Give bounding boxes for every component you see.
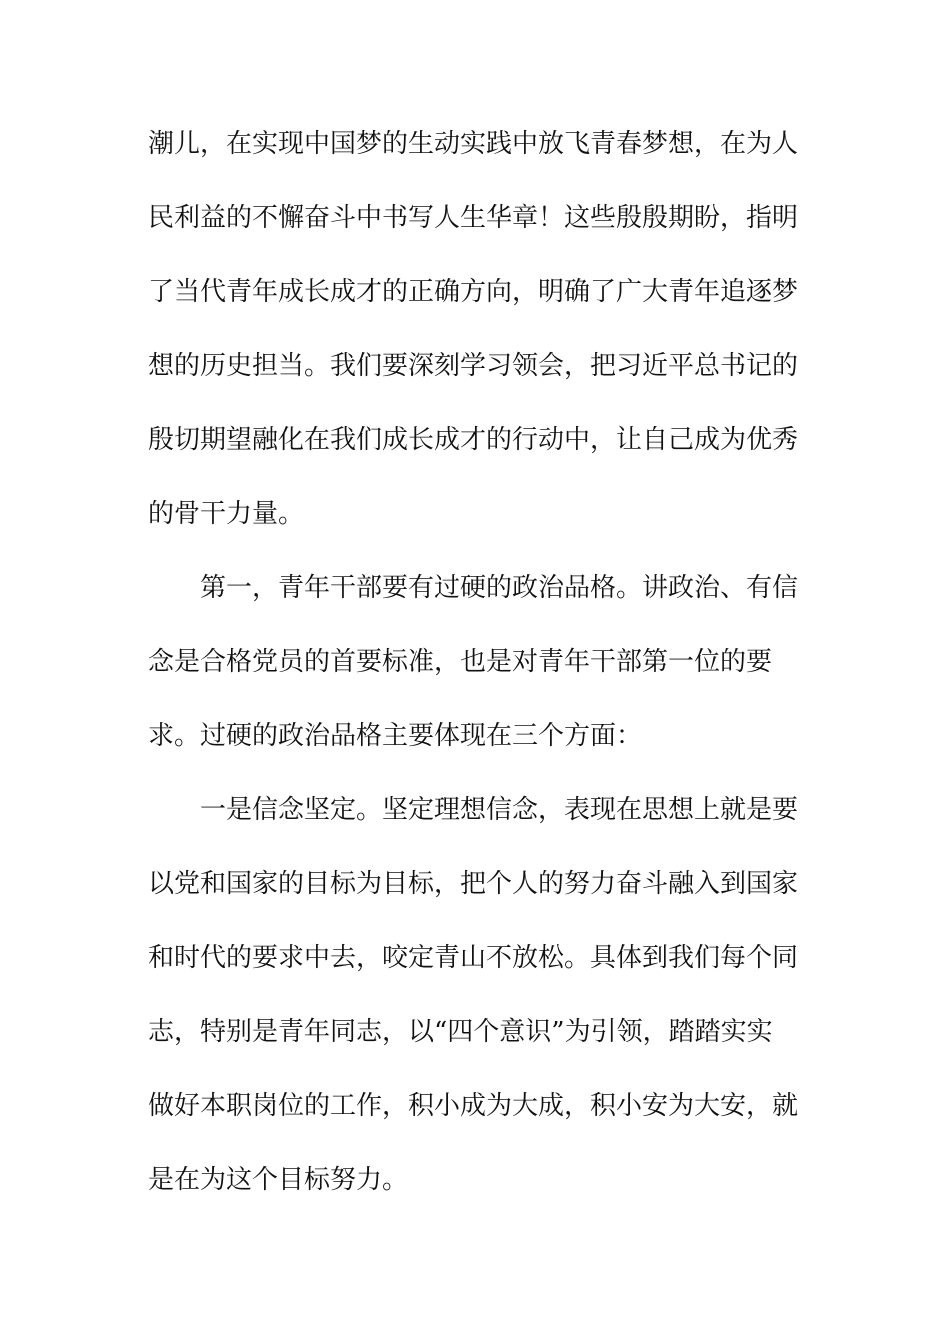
- text-line: 民利益的不懈奋斗中书写人生华章！这些殷殷期盼，指明: [148, 203, 799, 233]
- paragraph-first-line: 一是信念坚定。坚定理想信念，表现在思想上就是要: [200, 795, 799, 825]
- text-line: 和时代的要求中去，咬定青山不放松。具体到我们每个同: [148, 943, 799, 973]
- text-line: 志，特别是青年同志，以“四个意识”为引领，踏踏实实: [148, 1017, 773, 1047]
- text-line: 求。过硬的政治品格主要体现在三个方面：: [148, 721, 643, 751]
- text-line: 以党和国家的目标为目标，把个人的努力奋斗融入到国家: [148, 869, 799, 899]
- text-line: 是在为这个目标努力。: [148, 1165, 409, 1195]
- text-line: 了当代青年成长成才的正确方向，明确了广大青年追逐梦: [148, 277, 799, 307]
- text-line: 做好本职岗位的工作，积小成为大成，积小安为大安，就: [148, 1091, 799, 1121]
- text-line: 潮儿，在实现中国梦的生动实践中放飞青春梦想，在为人: [148, 129, 799, 159]
- text-line: 想的历史担当。我们要深刻学习领会，把习近平总书记的: [148, 351, 799, 381]
- text-line: 的骨干力量。: [148, 499, 305, 529]
- text-line: 殷切期望融化在我们成长成才的行动中，让自己成为优秀: [148, 425, 799, 455]
- document-body: [148, 131, 798, 1241]
- text-line: 念是合格党员的首要标准，也是对青年干部第一位的要: [148, 647, 773, 677]
- paragraph-first-line: 第一，青年干部要有过硬的政治品格。讲政治、有信: [200, 573, 799, 603]
